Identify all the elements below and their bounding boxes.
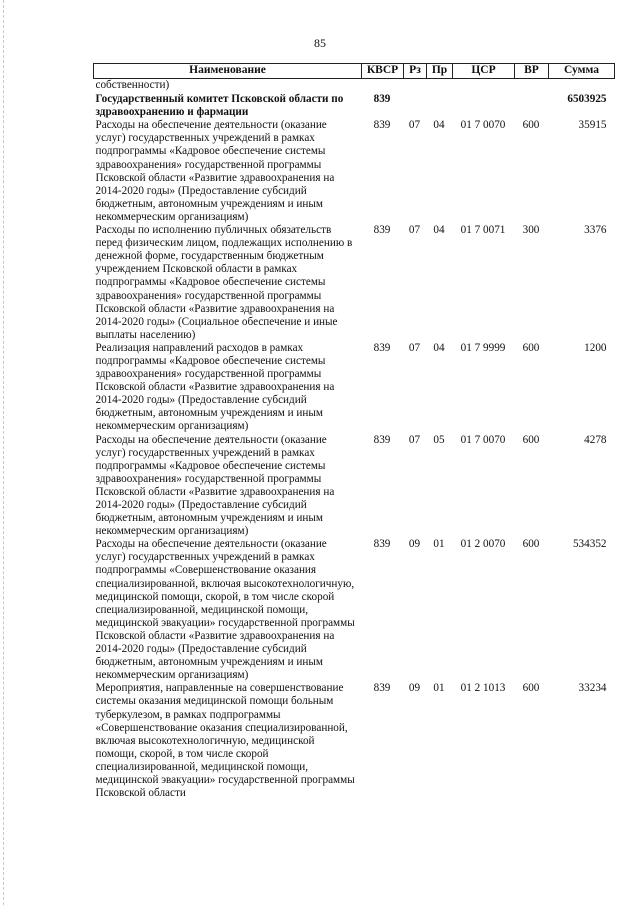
table-row bbox=[94, 342, 615, 434]
row-vr: 300 bbox=[522, 224, 540, 237]
row-pr bbox=[427, 93, 453, 119]
row-name: Мероприятия, направленные на совершенствование системы оказания медицинской помощи больным туберкулезом, в рамках подпрограммы «Совершенствование оказания специализированной, включая высокотехнологичную, медицинской помощи, скорой, в том числе скорой специализированной, медицинской помощи, медицинской эвакуации» государственной программы Псковской области bbox=[95, 682, 355, 800]
row-name: Расходы по исполнению публичных обязательств перед физическим лицом, подлежащих исполнению в денежной форме, государственным бюджетным учреждением Псковской области в рамках подпрограммы «Кадровое обеспечение системы здравоохранения» государственной программы Псковской области «Развитие здравоохранения на 2014-2020 годы» (Социальное обеспечение и иные выплаты населению) bbox=[95, 224, 353, 341]
table-row bbox=[94, 682, 615, 800]
scan-edge-line bbox=[3, 0, 4, 905]
row-pr: 05 bbox=[433, 433, 445, 446]
row-vr: 600 bbox=[522, 538, 540, 551]
table-row bbox=[94, 119, 615, 224]
row-sum: 33234 bbox=[578, 682, 607, 695]
row-rz: 07 bbox=[408, 433, 421, 446]
row-rz bbox=[404, 93, 427, 119]
row-name: Расходы на обеспечение деятельности (оказание услуг) государственных учреждений в рамках подпрограммы «Совершенствование оказания специализированной, включая высокотехнологичную, медицинской помощи, скорой, в том числе скорой специализированной, медицинской помощи, медицинской эвакуации» государственной программы Псковской области «Развитие здравоохранения на 2014-2020 годы» (Предоставление субсидий бюджетным, автономным учреждениям и иным некоммерческим организациям) bbox=[95, 538, 355, 682]
row-csr bbox=[453, 93, 515, 119]
row-rz: 09 bbox=[408, 538, 421, 551]
row-kvsr: 839 bbox=[373, 224, 391, 237]
row-kvsr: 839 bbox=[373, 433, 391, 446]
row-name: Расходы на обеспечение деятельности (оказание услуг) государственных учреждений в рамках подпрограммы «Кадровое обеспечение системы здравоохранения» государственной программы Псковской области «Развитие здравоохранения на 2014-2020 годы» (Предоставление субсидий бюджетным, автономным учреждениям и иным некоммерческим организациям) bbox=[95, 119, 335, 223]
row-vr: 600 bbox=[522, 119, 540, 132]
row-kvsr: 839 bbox=[373, 119, 391, 132]
header-sum: Сумма bbox=[549, 64, 615, 79]
row-vr bbox=[515, 93, 549, 119]
table-row bbox=[94, 93, 615, 119]
row-pr: 04 bbox=[433, 119, 445, 132]
table-row bbox=[94, 538, 615, 682]
row-vr: 600 bbox=[522, 682, 540, 695]
row-rz: 07 bbox=[408, 341, 421, 354]
row-vr: 600 bbox=[522, 433, 540, 446]
row-vr: 600 bbox=[522, 341, 540, 354]
row-name: Государственный комитет Псковской области по здравоохранению и фармации bbox=[95, 93, 344, 119]
header-pr: Пр bbox=[427, 64, 453, 79]
row-pr: 01 bbox=[433, 682, 445, 695]
row-rz: 07 bbox=[408, 119, 421, 132]
row-pr: 04 bbox=[433, 224, 445, 237]
row-sum: 3376 bbox=[584, 224, 607, 237]
row-sum: 1200 bbox=[584, 341, 607, 354]
row-sum: 6503925 bbox=[567, 93, 607, 106]
row-rz: 09 bbox=[408, 682, 421, 695]
row-kvsr: 839 bbox=[373, 682, 391, 695]
table-row bbox=[94, 224, 615, 342]
header-rz: Рз bbox=[404, 64, 427, 79]
row-kvsr: 839 bbox=[373, 93, 391, 106]
row-kvsr: 839 bbox=[373, 538, 391, 551]
table-row bbox=[94, 434, 615, 539]
continuation-text: собственности) bbox=[95, 79, 170, 91]
budget-table bbox=[93, 63, 615, 800]
row-csr: 01 2 0070 bbox=[460, 538, 506, 551]
row-rz: 07 bbox=[408, 224, 421, 237]
header-csr: ЦСР bbox=[453, 64, 515, 79]
row-csr: 01 7 9999 bbox=[460, 341, 506, 354]
row-kvsr: 839 bbox=[373, 341, 391, 354]
row-sum: 534352 bbox=[572, 538, 607, 551]
row-csr: 01 7 0070 bbox=[460, 119, 506, 132]
header-name: Наименование bbox=[94, 64, 362, 79]
header-vr: ВР bbox=[515, 64, 549, 79]
continuation-row bbox=[94, 79, 615, 94]
row-name: Реализация направлений расходов в рамках подпрограммы «Кадровое обеспечение системы здравоохранения» государственной программы Псковской области «Развитие здравоохранения на 2014-2020 годы» (Предоставление субсидий бюджетным, автономным учреждениям и иным некоммерческим организациям) bbox=[95, 341, 335, 433]
table-header bbox=[94, 64, 615, 79]
row-csr: 01 7 0070 bbox=[460, 433, 506, 446]
row-pr: 04 bbox=[433, 341, 445, 354]
row-sum: 4278 bbox=[584, 433, 607, 446]
row-csr: 01 7 0071 bbox=[460, 224, 506, 237]
row-sum: 35915 bbox=[578, 119, 607, 132]
row-csr: 01 2 1013 bbox=[460, 682, 506, 695]
row-name: Расходы на обеспечение деятельности (оказание услуг) государственных учреждений в рамках подпрограммы «Кадровое обеспечение системы здравоохранения» государственной программы Псковской области «Развитие здравоохранения на 2014-2020 годы» (Предоставление субсидий бюджетным, автономным учреждениям и иным некоммерческим организациям) bbox=[95, 433, 335, 538]
row-pr: 01 bbox=[433, 538, 445, 551]
header-kvsr: КВСР bbox=[362, 64, 404, 79]
page-number: 85 bbox=[314, 36, 326, 50]
